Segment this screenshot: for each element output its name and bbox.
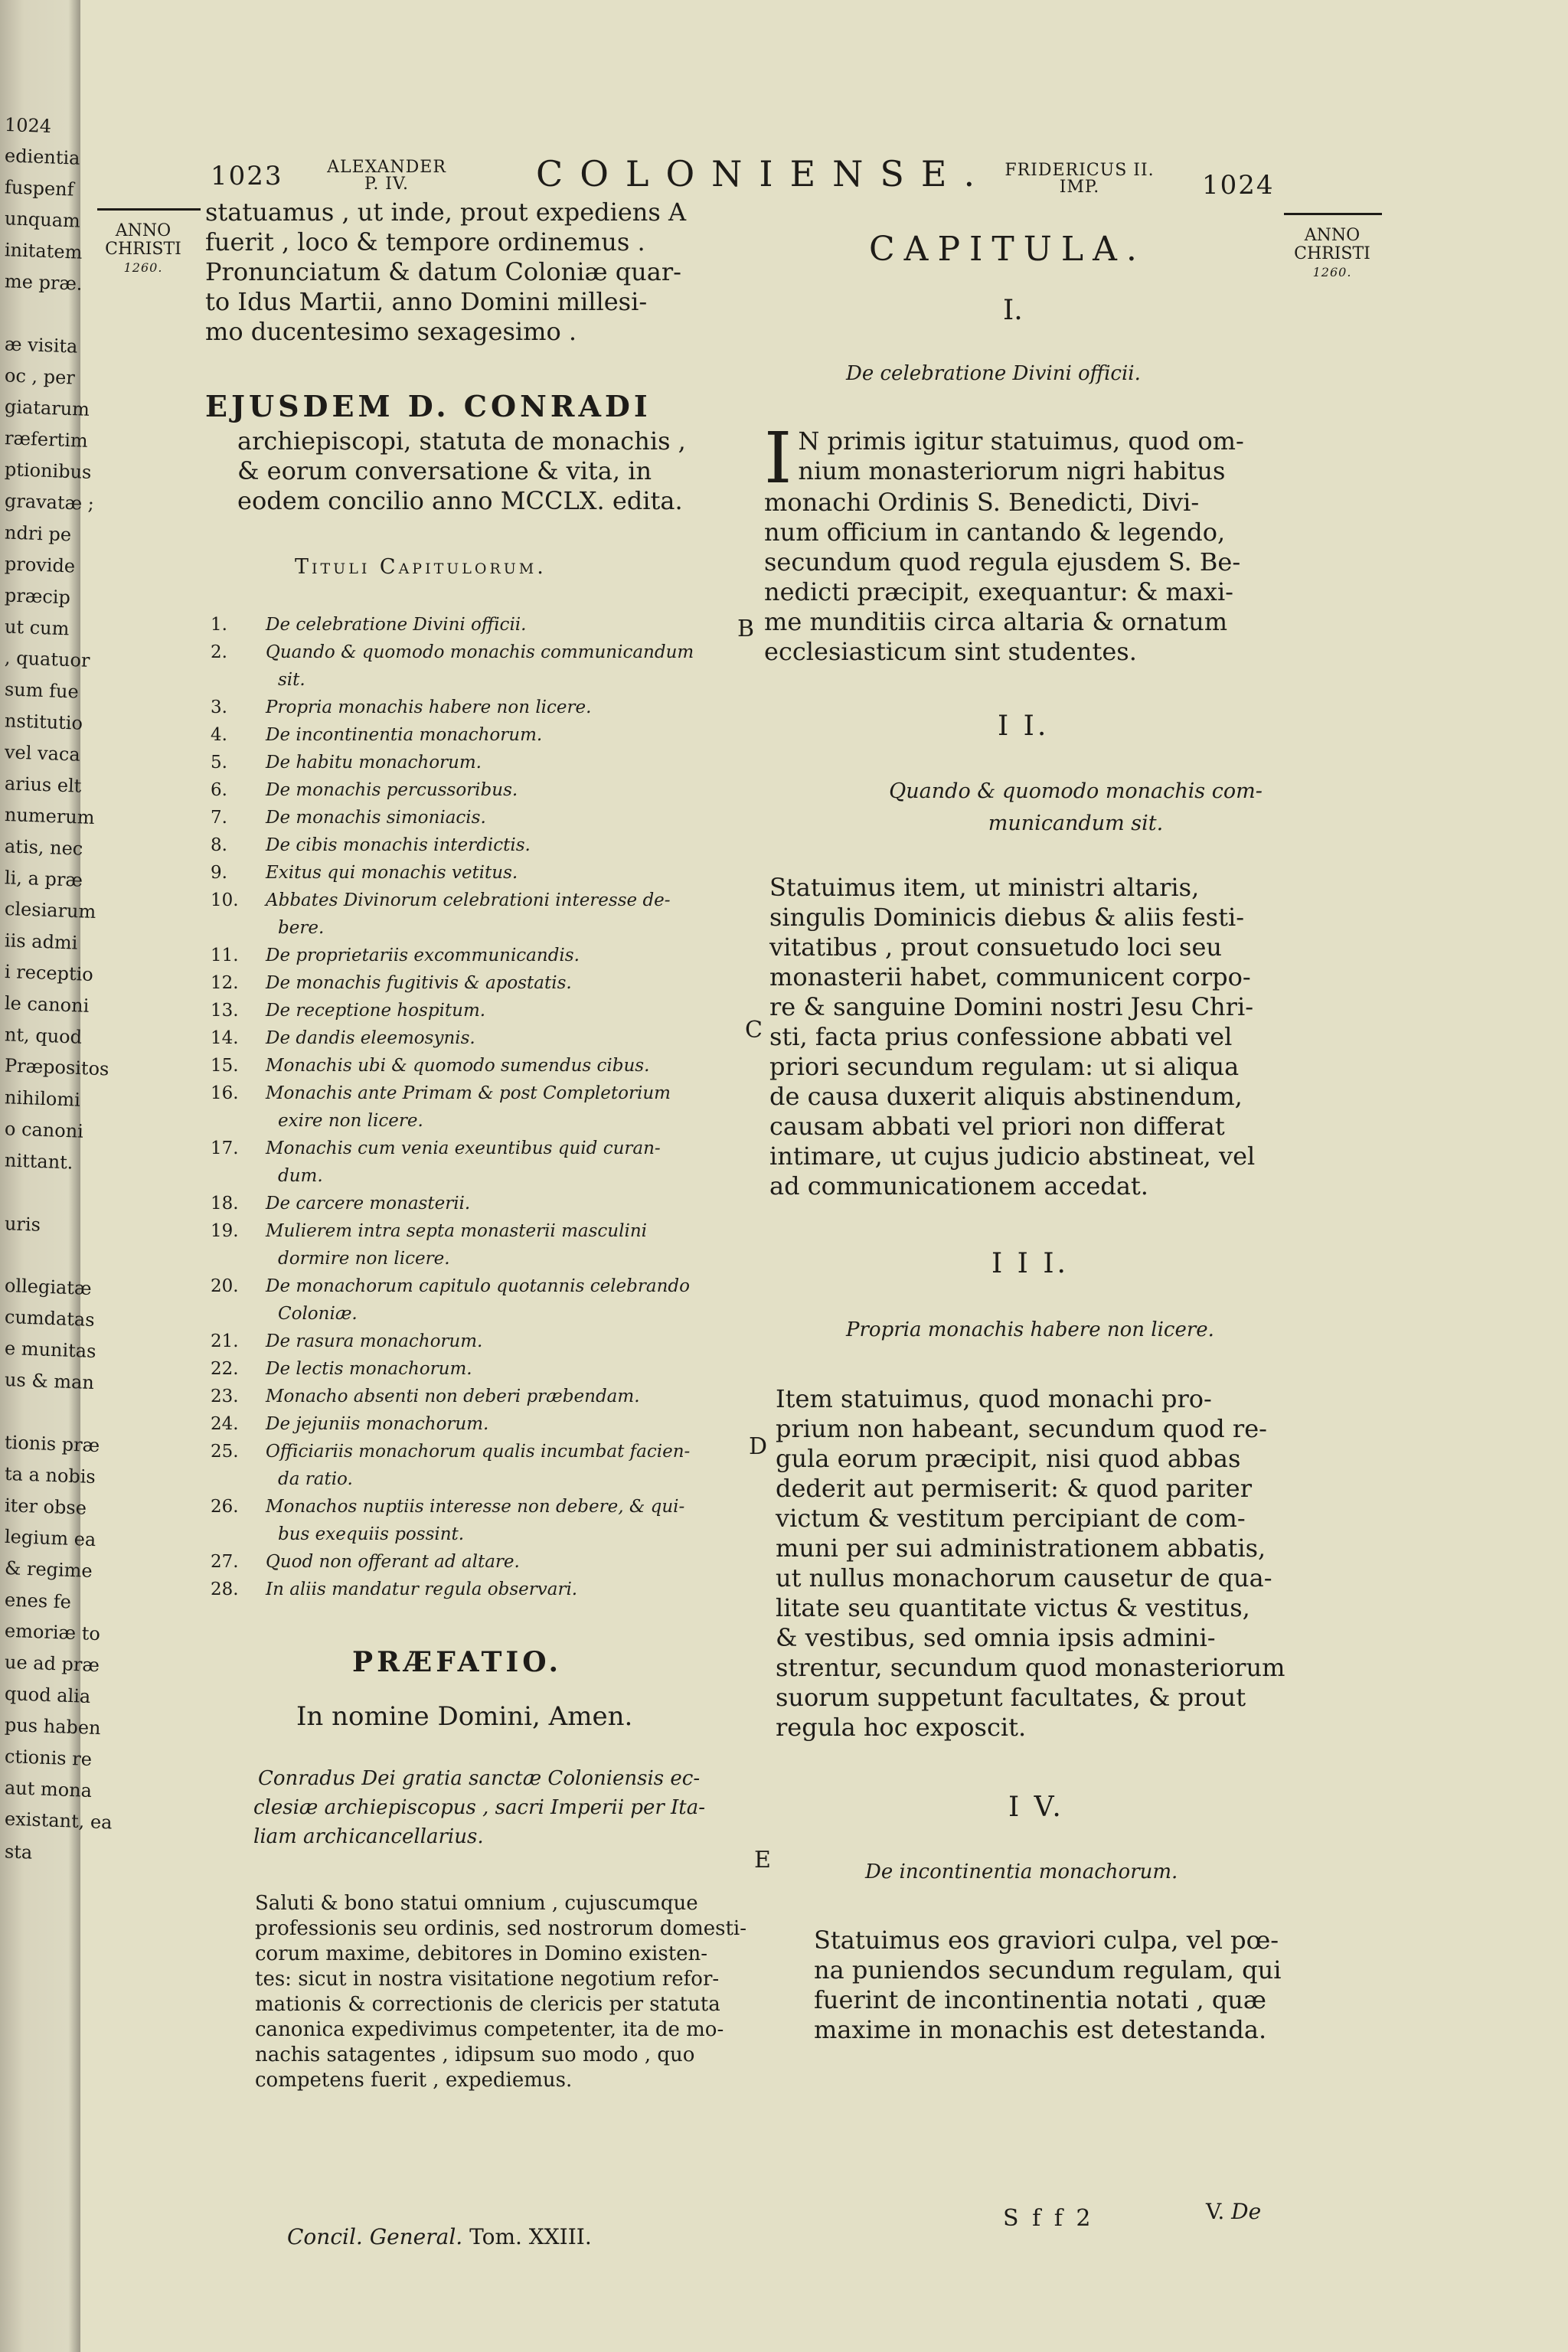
margin-fragment: enes fe xyxy=(4,1589,72,1613)
drop-cap: I xyxy=(764,417,792,499)
margin-fragment: o canoni xyxy=(4,1118,84,1142)
text-line: nachis satagentes , idipsum suo modo , quo xyxy=(255,2043,695,2066)
margin-fragment: iis admi xyxy=(4,929,78,954)
text-line: suorum suppetunt facultates, & prout xyxy=(776,1683,1246,1712)
toc-number: 27. xyxy=(211,1552,239,1572)
pope-number: P. IV. xyxy=(364,175,410,194)
margin-letter-c: C xyxy=(745,1017,763,1044)
text-line: nium monasteriorum nigri habitus xyxy=(798,456,1226,485)
toc-title-line: De incontinentia monachorum. xyxy=(266,725,543,745)
text-line: municandum sit. xyxy=(988,812,1164,835)
toc-title-line: In aliis mandatur regula observari. xyxy=(266,1579,578,1599)
adjacent-page-margin xyxy=(0,0,113,2352)
chapter-4-title: De incontinentia monachorum. xyxy=(865,1860,1178,1883)
text-line: maxime in monachis est detestanda. xyxy=(814,2015,1267,2044)
margin-fragment: i receptio xyxy=(4,960,94,986)
text-line: liam archicancellarius. xyxy=(253,1825,484,1848)
footer-volume: Tom. XXIII. xyxy=(469,2224,592,2249)
text-line: secundum quod regula ejusdem S. Be- xyxy=(764,547,1241,577)
tituli-heading: Tituli Capitulorum. xyxy=(295,555,547,579)
chapter-3-title: Propria monachis habere non licere. xyxy=(846,1318,1214,1341)
toc-title-line: De celebratione Divini officii. xyxy=(266,615,527,635)
toc-title-line: Monachos nuptiis interesse non debere, & qui- xyxy=(266,1497,685,1517)
toc-title-line: dormire non licere. xyxy=(278,1249,450,1269)
footer-reference xyxy=(287,2224,592,2249)
emperor-label xyxy=(999,162,1160,196)
chapter-1-text xyxy=(764,417,1369,667)
toc-number: 1. xyxy=(211,615,227,635)
footer-collection: Concil. General. xyxy=(287,2224,463,2249)
margin-fragment: existant, ea xyxy=(4,1808,113,1834)
toc-title-line: dum. xyxy=(278,1166,323,1186)
toc-entry xyxy=(211,1438,823,1493)
margin-fragment: le canoni xyxy=(4,992,90,1017)
toc-entry xyxy=(211,1410,823,1438)
margin-fragment: provide xyxy=(4,553,76,577)
toc-entry xyxy=(211,1383,823,1410)
text-line: de causa duxerit aliquis abstinendum, xyxy=(769,1082,1243,1111)
text-line: to Idus Martii, anno Domini millesi- xyxy=(205,287,648,316)
margin-fragment: fuspenf xyxy=(4,176,75,201)
toc-title-line: De dandis eleemosynis. xyxy=(266,1028,475,1048)
text-line: sti, facta prius confessione abbati vel xyxy=(769,1022,1233,1051)
toc-title-line: Mulierem intra septa monasterii masculini xyxy=(266,1221,648,1241)
text-line: Statuimus item, ut ministri altaris, xyxy=(769,873,1200,902)
margin-fragment: numerum xyxy=(4,803,96,829)
text-line: regula hoc exposcit. xyxy=(776,1713,1027,1742)
margin-fragment: ptionibus xyxy=(4,459,92,483)
toc-title-line: exire non licere. xyxy=(278,1111,423,1131)
pope-label xyxy=(325,159,448,193)
margin-fragment: atis, nec xyxy=(4,835,83,860)
margin-fragment: sum fue xyxy=(4,678,80,703)
toc-entry xyxy=(211,942,823,969)
toc-title-line: Monacho absenti non deberi præbendam. xyxy=(266,1387,640,1406)
toc-entry xyxy=(211,721,823,749)
toc-number: 9. xyxy=(211,863,227,883)
text-line: professionis seu ordinis, sed nostrorum domesti- xyxy=(255,1917,747,1940)
book-page xyxy=(80,0,1568,2352)
running-title: COLONIENSE. xyxy=(536,153,992,194)
page-number-left: 1023 xyxy=(211,161,283,191)
chapter-2-text xyxy=(769,873,1374,1201)
margin-fragment: ut cum xyxy=(4,616,70,640)
toc-number: 16. xyxy=(211,1083,239,1103)
margin-fragment: edientia xyxy=(4,145,80,169)
chapter-2-number: I I. xyxy=(998,710,1050,742)
chapter-3-number: I I I. xyxy=(991,1248,1069,1279)
margin-fragment: nittant. xyxy=(4,1149,74,1174)
toc-entry xyxy=(211,1548,823,1576)
margin-letter-e: E xyxy=(754,1847,771,1873)
in-nomine-line: In nomine Domini, Amen. xyxy=(296,1701,633,1732)
christi-word: CHRISTI xyxy=(1294,244,1370,263)
toc-number: 23. xyxy=(211,1387,239,1406)
toc-title-line: da ratio. xyxy=(278,1469,353,1489)
toc-number: 7. xyxy=(211,808,227,828)
text-line: muni per sui administrationem abbatis, xyxy=(776,1534,1266,1563)
toc-number: 2. xyxy=(211,642,227,662)
text-line: corum maxime, debitores in Domino existen- xyxy=(255,1942,708,1965)
toc-entry xyxy=(211,639,823,694)
margin-fragment: Præpositos xyxy=(4,1054,109,1080)
toc-title-line: Monachis ante Primam & post Completorium xyxy=(266,1083,671,1103)
text-line: Item statuimus, quod monachi pro- xyxy=(776,1384,1212,1413)
toc-title-line: Officiariis monachorum qualis incumbat facien- xyxy=(266,1442,691,1462)
chapter-4-number: I V. xyxy=(1008,1792,1064,1823)
text-line: dederit aut permiserit: & quod pariter xyxy=(776,1474,1252,1503)
margin-fragment: æ visita xyxy=(4,333,78,358)
text-line: prium non habeant, secundum quod re- xyxy=(776,1414,1267,1443)
margin-fragment: ollegiatæ xyxy=(4,1275,93,1299)
margin-fragment: pus haben xyxy=(4,1713,102,1740)
margin-fragment: clesiarum xyxy=(4,897,96,923)
text-line: strentur, secundum quod monasteriorum xyxy=(776,1653,1285,1682)
praefatio-heading: PRÆFATIO. xyxy=(352,1646,563,1678)
catchword-numeral: V. xyxy=(1206,2199,1225,2224)
toc-title-line: De monachis simoniacis. xyxy=(266,808,486,828)
emperor-title: IMP. xyxy=(1059,178,1100,197)
margin-fragment: ctionis re xyxy=(4,1746,93,1770)
anno-year: 1260. xyxy=(123,260,163,275)
toc-number: 13. xyxy=(211,1001,239,1021)
toc-entry xyxy=(211,804,823,831)
toc-entry xyxy=(211,997,823,1024)
toc-title-line: Quando & quomodo monachis communicandum xyxy=(266,642,694,662)
page-number-right: 1024 xyxy=(1202,170,1275,201)
margin-fragment: gravatæ ; xyxy=(4,489,95,515)
text-line: competens fuerit , expediemus. xyxy=(255,2069,573,2092)
margin-fragment: us & man xyxy=(4,1368,95,1394)
toc-entry xyxy=(211,1135,823,1190)
text-line: ecclesiasticum sint studentes. xyxy=(764,637,1137,666)
text-line: eodem concilio anno MCCLX. edita. xyxy=(237,486,683,515)
text-line: singulis Dominicis diebus & aliis festi- xyxy=(769,903,1244,932)
margin-fragment: nstitutio xyxy=(4,710,83,734)
text-line: & eorum conversatione & vita, in xyxy=(237,456,652,485)
year-rule-left xyxy=(97,208,201,211)
margin-fragment: præcip xyxy=(4,584,71,609)
chapter-2-title xyxy=(796,776,1355,840)
toc-number: 12. xyxy=(211,973,239,993)
toc-number: 25. xyxy=(211,1442,239,1462)
margin-fragment: arius elt xyxy=(4,773,82,797)
toc-number: 3. xyxy=(211,697,227,717)
toc-title-line: De monachorum capitulo quotannis celebrando xyxy=(266,1276,690,1296)
margin-fragment: oc , per xyxy=(4,364,76,389)
text-line: me munditiis circa altaria & ornatum xyxy=(764,607,1228,636)
margin-fragment: ræfertim xyxy=(4,427,89,452)
anno-word: ANNO xyxy=(1304,226,1361,245)
toc-title-line: De monachis fugitivis & apostatis. xyxy=(266,973,572,993)
text-line: priori secundum regulam: ut si aliqua xyxy=(769,1052,1240,1081)
catchword xyxy=(1206,2199,1261,2224)
year-rule-right xyxy=(1284,213,1382,215)
toc-entry xyxy=(211,1328,823,1355)
text-line: monachi Ordinis S. Benedicti, Divi- xyxy=(764,488,1200,517)
toc-title-line: De rasura monachorum. xyxy=(266,1331,483,1351)
toc-title-line: De lectis monachorum. xyxy=(266,1359,472,1379)
chapter-3-text xyxy=(776,1384,1380,1743)
toc-number: 14. xyxy=(211,1028,239,1048)
text-line: N primis igitur statuimus, quod om- xyxy=(798,426,1244,456)
toc-title-line: sit. xyxy=(278,670,305,690)
toc-number: 10. xyxy=(211,890,239,910)
text-line: monasterii habet, communicent corpo- xyxy=(769,962,1251,991)
text-line: vitatibus , prout consuetudo loci seu xyxy=(769,933,1223,962)
text-line: num officium in cantando & legendo, xyxy=(764,518,1226,547)
text-line: ut nullus monachorum causetur de qua- xyxy=(776,1563,1272,1592)
toc-number: 24. xyxy=(211,1414,239,1434)
text-line: gula eorum præcipit, nisi quod abbas xyxy=(776,1444,1241,1473)
toc-title-line: bere. xyxy=(278,918,325,938)
toc-title-line: Monachis ubi & quomodo sumendus cibus. xyxy=(266,1056,650,1076)
margin-fragment: emoriæ to xyxy=(4,1619,101,1645)
margin-fragment: cumdatas xyxy=(4,1305,96,1331)
text-line: intimare, ut cujus judicio abstineat, vel xyxy=(769,1142,1256,1171)
text-line: na puniendos secundum regulam, qui xyxy=(814,1955,1282,1984)
margin-fragment: aut mona xyxy=(4,1777,93,1802)
text-line: archiepiscopi, statuta de monachis , xyxy=(237,426,686,456)
toc-number: 6. xyxy=(211,780,227,800)
margin-fragment: , quatuor xyxy=(4,647,90,671)
margin-fragment: ta a nobis xyxy=(4,1462,96,1488)
margin-fragment: quod alia xyxy=(4,1683,91,1707)
margin-fragment: legium ea xyxy=(4,1525,96,1551)
emperor-name: FRIDERICUS II. xyxy=(1004,161,1155,180)
capitula-heading: CAPITULA. xyxy=(869,230,1146,269)
text-line: mo ducentesimo sexagesimo . xyxy=(205,317,577,346)
text-line: litate seu quantitate victus & vestitus, xyxy=(776,1593,1250,1622)
text-line: causam abbati vel priori non differat xyxy=(769,1112,1225,1141)
text-line: canonica expedivimus competenter, ita de mo- xyxy=(255,2018,724,2041)
margin-fragment: ndri pe xyxy=(4,521,72,546)
toc-entry xyxy=(211,1576,823,1603)
toc-number: 15. xyxy=(211,1056,239,1076)
text-line: re & sanguine Domini nostri Jesu Chri- xyxy=(769,992,1253,1021)
toc-title-line: De receptione hospitum. xyxy=(266,1001,486,1021)
toc-title-line: Coloniæ. xyxy=(278,1304,358,1324)
toc-number: 5. xyxy=(211,753,227,773)
margin-fragment: li, a præ xyxy=(4,867,83,891)
margin-fragment: ue ad præ xyxy=(4,1651,100,1677)
toc-title-line: De jejuniis monachorum. xyxy=(266,1414,489,1434)
chapter-4-text xyxy=(814,1926,1380,2045)
toc-entry xyxy=(211,749,823,776)
toc-entry xyxy=(211,776,823,804)
margin-letter-d: D xyxy=(749,1433,768,1460)
anno-word: ANNO xyxy=(115,221,172,240)
margin-fragment: nt, quod xyxy=(4,1024,83,1048)
toc-title-line: De proprietariis excommunicandis. xyxy=(266,946,580,965)
margin-fragment: tionis præ xyxy=(4,1431,100,1457)
chapter-1-number: I. xyxy=(1003,295,1023,326)
margin-fragment: unquam xyxy=(4,207,81,232)
text-line: Conradus Dei gratia sanctæ Coloniensis ec- xyxy=(258,1767,701,1790)
text-line: mationis & correctionis de clericis per statuta xyxy=(255,1993,720,2016)
toc-title-line: Propria monachis habere non licere. xyxy=(266,697,592,717)
conradus-title xyxy=(253,1764,855,1851)
toc-title-line: bus exequiis possint. xyxy=(278,1524,465,1544)
text-line: statuamus , ut inde, prout expediens A xyxy=(205,198,687,227)
margin-fragment: vel vaca xyxy=(4,741,81,766)
toc-entry xyxy=(211,1355,823,1383)
saluti-paragraph xyxy=(255,1891,852,2093)
table-of-chapters xyxy=(211,611,823,1603)
toc-number: 4. xyxy=(211,725,227,745)
text-line: tes: sicut in nostra visitatione negotium refor- xyxy=(255,1968,720,1991)
toc-title-line: De cibis monachis interdictis. xyxy=(266,835,531,855)
toc-entry xyxy=(211,1217,823,1272)
toc-entry xyxy=(211,1190,823,1217)
margin-fragment: e munitas xyxy=(4,1337,96,1363)
toc-entry xyxy=(211,969,823,997)
ejusdem-subtitle xyxy=(237,417,850,516)
toc-number: 8. xyxy=(211,835,227,855)
toc-entry xyxy=(211,694,823,721)
margin-fragment: 1024 xyxy=(4,113,52,138)
text-line: fuerint de incontinentia notati , quæ xyxy=(814,1985,1266,2014)
text-line: & vestibus, sed omnia ipsis admini- xyxy=(776,1623,1216,1652)
toc-number: 22. xyxy=(211,1359,239,1379)
text-line: Statuimus eos graviori culpa, vel pœ- xyxy=(814,1926,1279,1955)
margin-fragment: sta xyxy=(4,1841,33,1864)
toc-entry xyxy=(211,611,823,639)
chapter-1-title: De celebratione Divini officii. xyxy=(846,362,1141,385)
toc-title-line: Monachis cum venia exeuntibus quid curan- xyxy=(266,1138,661,1158)
toc-number: 11. xyxy=(211,946,239,965)
text-line: Saluti & bono statui omnium , cujuscumque xyxy=(255,1892,698,1915)
toc-number: 28. xyxy=(211,1579,239,1599)
margin-fragment: nihilomi xyxy=(4,1086,81,1111)
christi-word: CHRISTI xyxy=(105,240,181,259)
toc-title-line: De monachis percussoribus. xyxy=(266,780,518,800)
toc-entry xyxy=(211,1052,823,1080)
margin-fragment: uris xyxy=(4,1213,41,1236)
margin-fragment: me præ. xyxy=(4,270,83,295)
toc-entry xyxy=(211,1080,823,1135)
anno-christi-right xyxy=(1286,227,1378,282)
toc-title-line: Quod non offerant ad altare. xyxy=(266,1552,520,1572)
toc-entry xyxy=(211,1024,823,1052)
toc-number: 17. xyxy=(211,1138,239,1158)
pope-name: ALEXANDER xyxy=(327,158,446,177)
toc-title-line: De habitu monachorum. xyxy=(266,753,482,773)
toc-number: 19. xyxy=(211,1221,239,1241)
toc-number: 26. xyxy=(211,1497,239,1517)
toc-entry xyxy=(211,1272,823,1328)
text-line: nedicti præcipit, exequantur: & maxi- xyxy=(764,577,1233,606)
margin-fragment: & regime xyxy=(4,1557,93,1582)
ejusdem-heading: EJUSDEM D. CONRADI xyxy=(205,389,652,423)
toc-entry xyxy=(211,1493,823,1548)
margin-fragment: giatarum xyxy=(4,396,90,420)
margin-letter-b: B xyxy=(737,616,755,642)
anno-year: 1260. xyxy=(1312,265,1352,279)
toc-entry xyxy=(211,859,823,887)
anno-christi-left xyxy=(97,222,189,277)
text-line: Quando & quomodo monachis com- xyxy=(889,779,1263,803)
toc-entry xyxy=(211,831,823,859)
text-line: clesiæ archiepiscopus , sacri Imperii per Ita- xyxy=(253,1796,706,1819)
toc-number: 18. xyxy=(211,1194,239,1214)
toc-number: 21. xyxy=(211,1331,239,1351)
text-line: ad communicationem accedat. xyxy=(769,1171,1148,1200)
toc-title-line: De carcere monasterii. xyxy=(266,1194,471,1214)
text-line: fuerit , loco & tempore ordinemus . xyxy=(205,227,645,256)
text-line: Pronunciatum & datum Coloniæ quar- xyxy=(205,257,681,286)
toc-title-line: Exitus qui monachis vetitus. xyxy=(266,863,518,883)
text-line: victum & vestitum percipiant de com- xyxy=(776,1504,1246,1533)
intro-paragraph xyxy=(205,198,848,347)
margin-fragment: iter obse xyxy=(4,1494,87,1519)
signature-mark: S f f 2 xyxy=(1003,2205,1094,2232)
toc-entry xyxy=(211,887,823,942)
toc-number: 20. xyxy=(211,1276,239,1296)
catchword-word: De xyxy=(1231,2199,1262,2224)
margin-fragment: initatem xyxy=(4,239,83,263)
toc-title-line: Abbates Divinorum celebrationi interesse de- xyxy=(266,890,671,910)
